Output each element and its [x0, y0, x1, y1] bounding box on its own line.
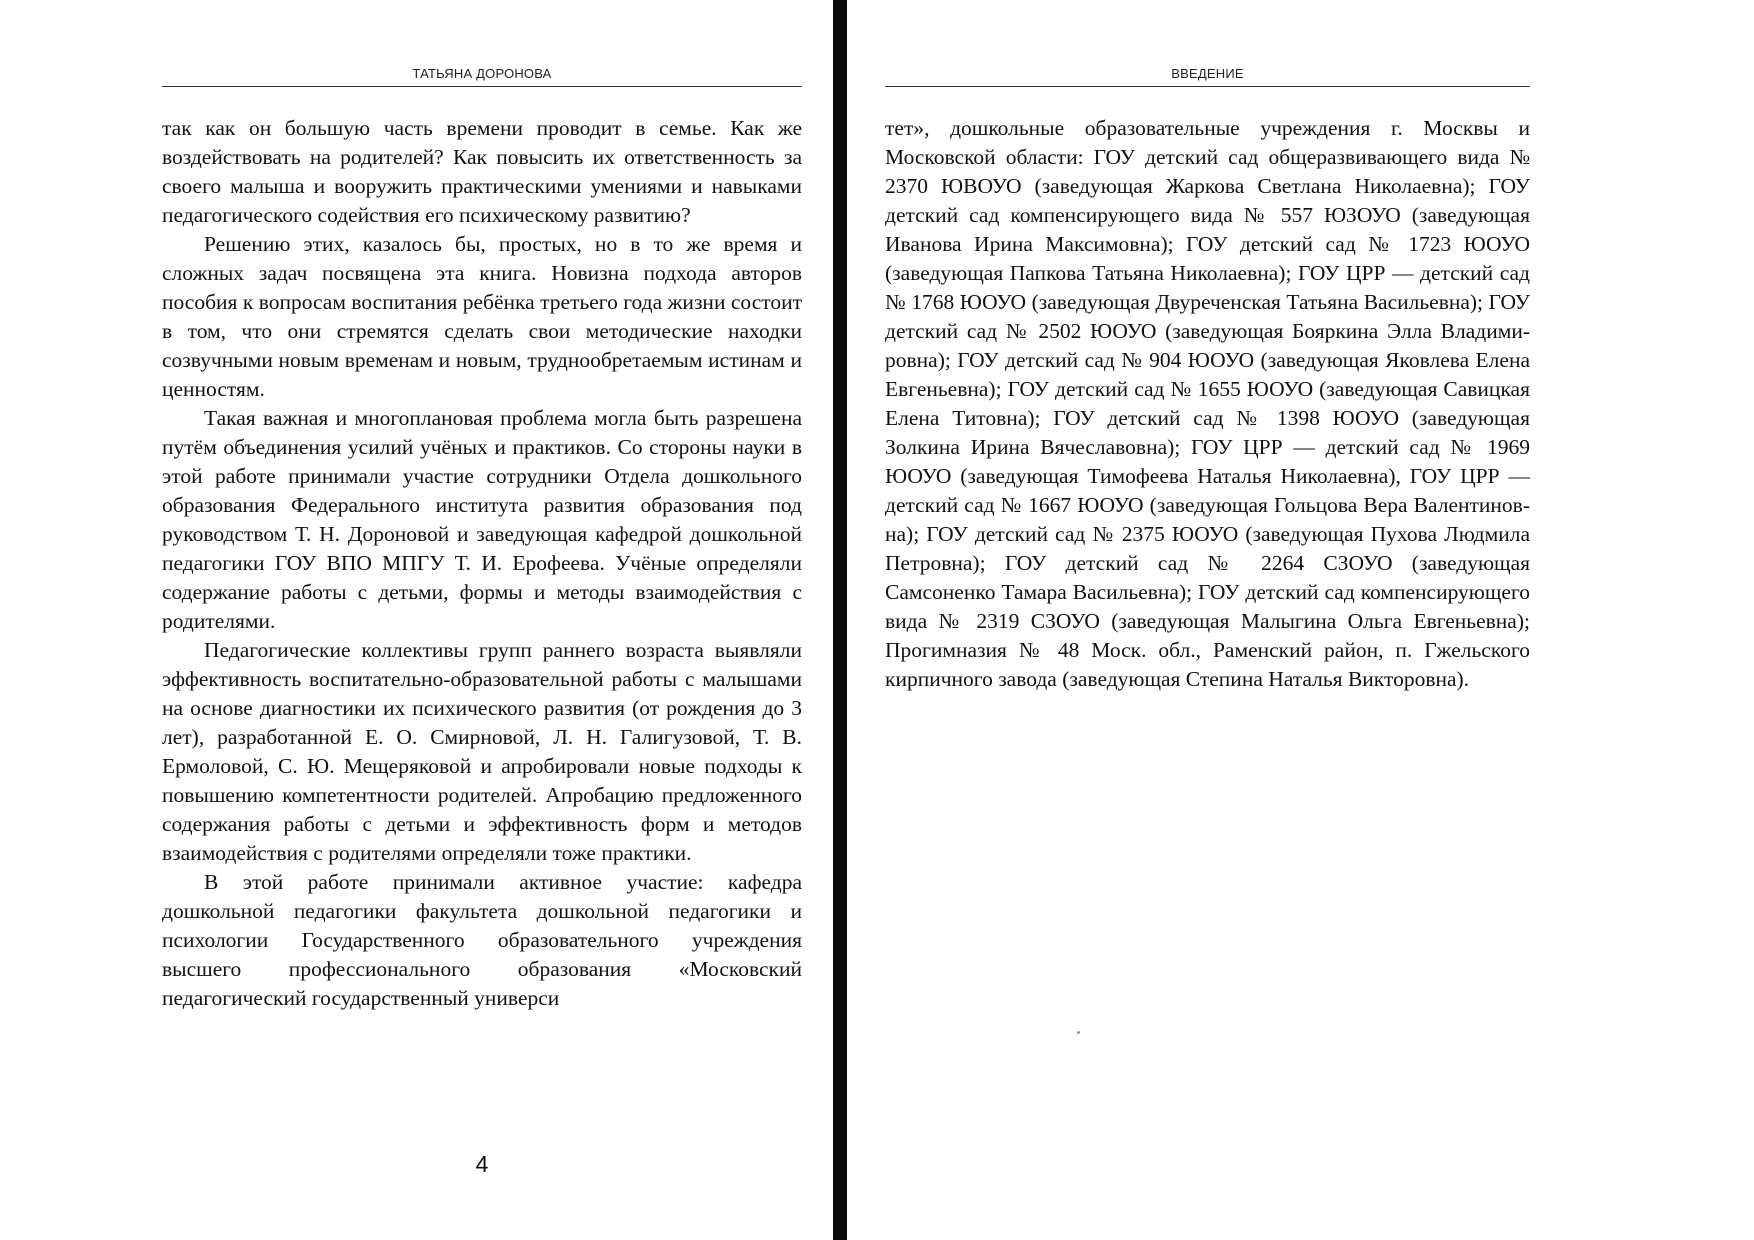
paragraph: Решению этих, казалось бы, простых, но в то же время и сложных задач посвящена эта книга. Новизна подхода авторов пособия к вопросам воспитания ребёнка третьего года жизни состоит в том, что они стремятся сделать свои методические находки созвучными новым временам и новым, труднообретаемым истинам и ценностям. — [162, 232, 802, 401]
book-gutter — [833, 0, 847, 1240]
header-rule — [885, 86, 1530, 87]
page-number: 4 — [475, 1151, 489, 1177]
paragraph-continued: так как он большую часть времени проводит в семье. Как же воздействовать на родителей? Как повысить их ответственность за своего малыша и вооружить практическими умениями и навыками педагогического содействия его психическому развитию? — [162, 116, 802, 227]
right-page-body — [885, 114, 1530, 694]
left-page — [162, 0, 802, 1240]
paragraph-continued: тет», дошкольные образовательные учреждения г. Москвы и Московской области: ГОУ детский сад общеразвивающего вида № 2370 ЮВОУО (заведующая Жаркова Светлана Николаевна); ГОУ детский сад компенсирующего вида № 557 ЮЗОУО (заведующая Иванова Ирина Максимовна); ГОУ детский сад № 1723 ЮОУО (заведующая Папкова Татьяна Николаевна); ГОУ ЦРР — детский сад № 1768 ЮОУО (заведующая Двуреченская Татьяна Васильевна); ГОУ детский сад № 2502 ЮОУО (заведующая Бояркина Элла Владимировна); ГОУ детский сад № 904 ЮОУО (заведующая Яковлева Елена Евгеньевна); ГОУ детский сад № 1655 ЮОУО (заведующая Савицкая Елена Титовна); ГОУ детский сад № 1398 ЮОУО (заведующая Золкина Ирина Вячеславовна); ГОУ ЦРР — детский сад № 1969 ЮОУО (заведующая Тимофеева Наталья Николаевна), ГОУ ЦРР — детский сад № 1667 ЮОУО (заведующая Гольцова Вера Валентиновна); ГОУ детский сад № 2375 ЮОУО (заведующая Пухова Людмила Петровна); ГОУ детский сад № 2264 СЗОУО (заведующая Самсоненко Тамара Васильевна); ГОУ детский сад компенсирующего вида № 2319 СЗОУО (заведующая Малыгина Ольга Евгеньевна); Прогимназия № 48 Моск. обл., Раменский район, п. Гжельского кирпичного завода (заведующая Степина Наталья Викторовна). — [885, 116, 1530, 691]
header-rule — [162, 86, 802, 87]
paragraph: Педагогические коллективы групп раннего возраста выявляли эффективность воспитательно-образовательной работы с малышами на основе диагностики их психического развития (от рождения до 3 лет), разработанной Е. О. Смирновой, Л. Н. Галигузовой, Т. В. Ермоловой, С. Ю. Мещеряковой и апробировали новые подходы к повышению компетентности родителей. Апробацию предложенного содержания работы с детьми и эффективность форм и методов взаимодействия с родителями определяли тоже практики. — [162, 638, 802, 865]
right-page — [885, 0, 1530, 1240]
paragraph: Такая важная и многоплановая проблема могла быть разрешена путём объединения усилий учёных и практиков. Со стороны науки в этой работе принимали участие сотрудники Отдела дошкольного образования Федерального института развития образования под руководством Т. Н. Дороновой и заведующая кафедрой дошкольной педагогики ГОУ ВПО МПГУ Т. И. Ерофеева. Учёные определяли содержание работы с детьми, формы и методы взаимодействия с родителями. — [162, 406, 802, 633]
scan-speck — [1077, 1031, 1080, 1034]
left-page-body — [162, 114, 802, 1013]
paragraph: В этой работе принимали активное участие: кафедра дошкольной педагогики факультета дошкольной педагогики и психологии Государственного образовательного учреждения высшего профессионального образования «Московский педагогический государственный универси — [162, 870, 802, 1010]
running-head-section: ВВЕДЕНИЕ — [1171, 66, 1244, 81]
running-head-author: ТАТЬЯНА ДОРОНОВА — [412, 66, 552, 81]
